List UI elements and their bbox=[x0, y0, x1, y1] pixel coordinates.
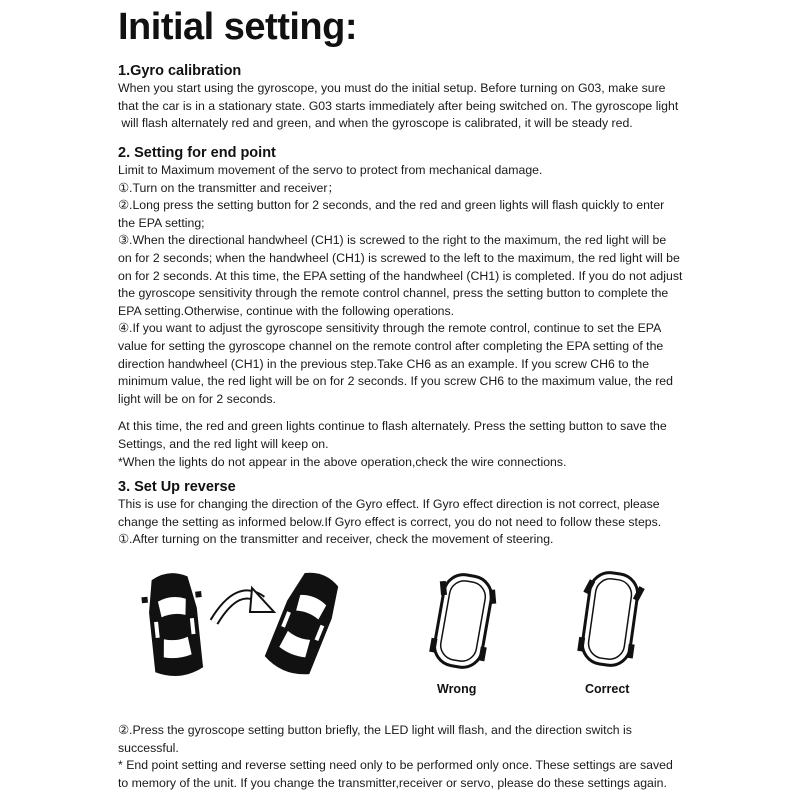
section-heading: 1.Gyro calibration bbox=[118, 63, 242, 79]
section-heading: 3. Set Up reverse bbox=[118, 479, 236, 495]
car-straight-icon bbox=[139, 570, 209, 679]
page-title: Initial setting: bbox=[118, 6, 357, 48]
text-line: ①.Turn on the transmitter and receiver； bbox=[118, 180, 340, 195]
text-line: ②.Press the gyroscope setting button briefly, the LED light will flash, and the direction switch is bbox=[118, 723, 632, 737]
text-line: When you start using the gyroscope, you must do the initial setup. Before turning on G03, make sure bbox=[118, 81, 666, 95]
text-line: minimum value, the red light will be on for 2 seconds. If you screw CH6 to the maximum value, the red bbox=[118, 374, 673, 389]
car-correct-icon bbox=[574, 569, 647, 669]
text-line: ①.After turning on the transmitter and receiver, check the movement of steering. bbox=[118, 532, 554, 547]
text-line: on for 2 seconds; when the handwheel (CH1) is screwed to the left to the maximum, the red light will be bbox=[118, 250, 680, 265]
text-line: *When the lights do not appear in the above operation,check the wire connections. bbox=[118, 454, 567, 469]
text-line: * End point setting and reverse setting need only to be performed only once. These settings are saved bbox=[118, 758, 673, 773]
wrong-label: Wrong bbox=[437, 682, 477, 696]
section-heading: 2. Setting for end point bbox=[118, 145, 276, 161]
text-line: change the setting as informed below.If Gyro effect is correct, you do not need to follow these steps. bbox=[118, 514, 662, 529]
text-line: will flash alternately red and green, and when the gyroscope is calibrated, it will be steady red. bbox=[118, 116, 633, 131]
text-line: ④.If you want to adjust the gyroscope sensitivity through the remote control, continue to set the EPA bbox=[118, 321, 662, 336]
text-line: ②.Long press the setting button for 2 seconds, and the red and green lights will flash quickly to enter bbox=[118, 198, 665, 213]
text-line: EPA setting.Otherwise, continue with the following operations. bbox=[118, 303, 455, 318]
text-line: ③.When the directional handwheel (CH1) is screwed to the right to the maximum, the red light will be bbox=[118, 233, 667, 248]
text-line: value for setting the gyroscope channel on the remote control after completing the EPA setting of the bbox=[118, 338, 664, 353]
text-line: on for 2 seconds. At this time, the EPA setting of the handwheel (CH1) is completed. If you do not adjust bbox=[118, 268, 683, 283]
text-line: Limit to Maximum movement of the servo to protect from mechanical damage. bbox=[118, 163, 543, 177]
text-line: Settings, and the red light will keep on. bbox=[118, 436, 329, 451]
section-body bbox=[118, 722, 678, 792]
text-line: that the car is in a stationary state. G03 starts immediately after being switched on. The gyroscope light bbox=[118, 98, 679, 113]
curved-arrow-icon bbox=[214, 588, 274, 622]
text-line: At this time, the red and green lights continue to flash alternately. Press the setting button to save the bbox=[118, 419, 667, 434]
correct-label: Correct bbox=[585, 682, 630, 696]
text-line: direction handwheel (CH1) in the previous step.Take CH6 as an example. If you screw CH6 to the bbox=[118, 356, 650, 371]
text-line: the EPA setting; bbox=[118, 215, 205, 230]
car-wrong-icon bbox=[426, 571, 500, 672]
text-line: light will be on for 2 seconds. bbox=[118, 391, 276, 406]
text-line: to memory of the unit. If you change the transmitter,receiver or servo, please do these settings again. bbox=[118, 775, 667, 790]
car-turning-icon bbox=[263, 566, 346, 679]
text-line: This is use for changing the direction of the Gyro effect. If Gyro effect direction is not correct, please bbox=[118, 497, 660, 511]
text-line: the gyroscope sensitivity through the remote control channel, press the setting button to complete the bbox=[118, 286, 669, 301]
section-footer bbox=[118, 722, 678, 792]
text-line: successful. bbox=[118, 740, 179, 755]
